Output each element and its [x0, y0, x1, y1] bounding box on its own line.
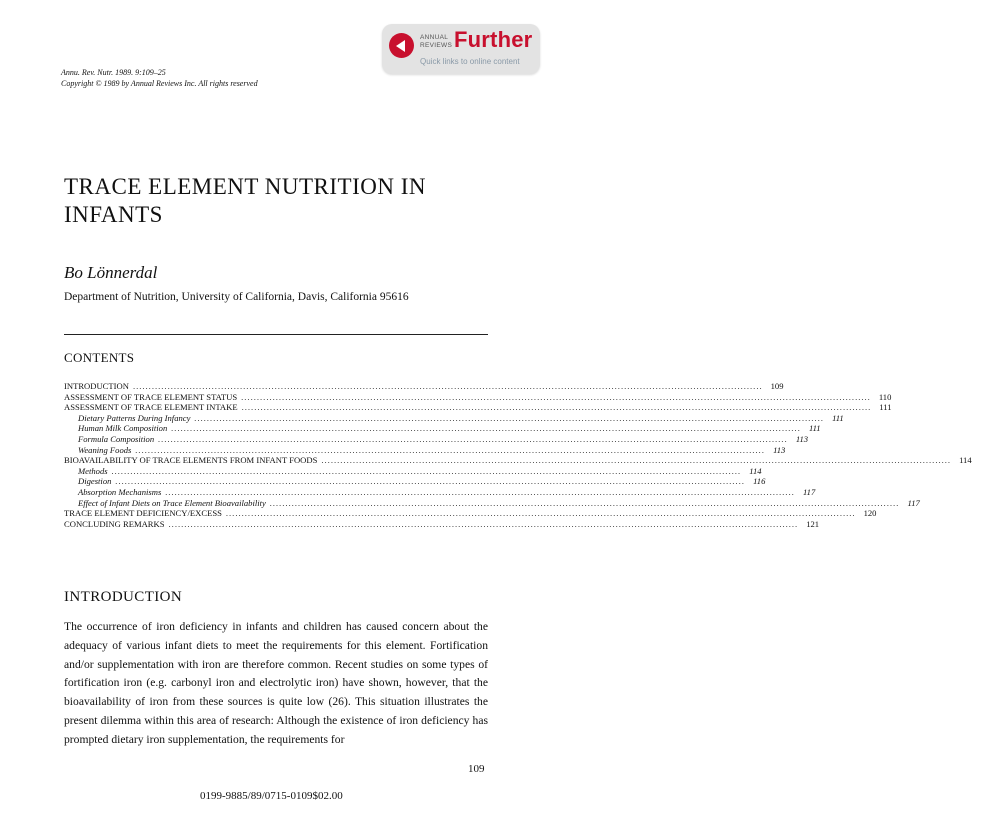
badge-reviews-label: REVIEWS	[420, 42, 453, 49]
toc-entry[interactable]	[64, 423, 821, 434]
section-heading: INTRODUCTION	[64, 589, 183, 605]
toc-entry-page: 109	[770, 381, 784, 391]
toc-entry[interactable]	[64, 497, 920, 509]
toc-leader-dots: ........................................................................................................................................................................................................	[241, 391, 871, 402]
badge-tagline: Quick links to online content	[420, 57, 520, 66]
author-affiliation: Department of Nutrition, University of California, Davis, California 95616	[64, 291, 409, 303]
toc-entry-label: Dietary Patterns During Infancy	[78, 412, 191, 423]
toc-entry[interactable]	[64, 412, 844, 424]
toc-entry-label: Methods	[78, 465, 108, 476]
toc-entry-label: Human Milk Composition	[78, 423, 168, 434]
toc-entry-label: Digestion	[78, 476, 112, 487]
table-of-contents	[64, 381, 972, 529]
badge-annual-label: ANNUAL	[420, 34, 449, 41]
toc-entry-page: 117	[803, 486, 816, 497]
toc-entry-page: 111	[832, 412, 844, 423]
toc-leader-dots: ........................................................................................................................................................................................................	[168, 518, 799, 529]
toc-entry[interactable]	[64, 476, 766, 487]
toc-entry-label: Absorption Mechanisms	[78, 486, 162, 497]
toc-entry-page: 114	[749, 465, 762, 476]
toc-entry-page: 111	[879, 402, 892, 413]
citation-line: Annu. Rev. Nutr. 1989. 9:109–25	[61, 68, 166, 77]
toc-leader-dots: ........................................................................................................................................................................................................	[132, 381, 763, 391]
toc-entry-label: Formula Composition	[78, 433, 155, 444]
toc-leader-dots: ........................................................................................................................................................................................................	[241, 402, 872, 413]
divider-rule	[64, 334, 488, 335]
arrow-left-icon	[389, 33, 414, 58]
toc-entry-page: 114	[959, 455, 972, 466]
toc-leader-dots: ........................................................................................................................................................................................................	[321, 455, 952, 466]
toc-entry[interactable]	[64, 391, 892, 403]
copyright-line: Copyright © 1989 by Annual Reviews Inc. All rights reserved	[61, 79, 258, 88]
toc-leader-dots: ........................................................................................................................................................................................................	[158, 433, 788, 444]
toc-leader-dots: ........................................................................................................................................................................................................	[165, 486, 795, 497]
toc-entry-page: 113	[795, 433, 809, 444]
contents-heading: CONTENTS	[64, 350, 135, 365]
toc-entry-page: 117	[907, 497, 920, 508]
toc-entry-label: ASSESSMENT OF TRACE ELEMENT INTAKE	[64, 402, 238, 413]
toc-entry-label: ASSESSMENT OF TRACE ELEMENT STATUS	[64, 391, 238, 402]
toc-leader-dots: ........................................................................................................................................................................................................	[135, 444, 766, 455]
toc-entry-page: 111	[808, 423, 821, 434]
toc-leader-dots: ........................................................................................................................................................................................................	[111, 465, 742, 476]
footer-code: 0199-9885/89/0715-0109$02.00	[200, 790, 343, 802]
toc-entry-label: CONCLUDING REMARKS	[64, 518, 165, 529]
journal-citation	[61, 67, 258, 89]
toc-entry-label: INTRODUCTION	[64, 381, 129, 391]
toc-entry-page: 120	[863, 508, 877, 519]
toc-entry-label: Weaning Foods	[78, 444, 132, 455]
toc-entry[interactable]	[64, 508, 877, 519]
toc-entry-page: 116	[753, 476, 766, 487]
author-name: Bo Lönnerdal	[64, 263, 158, 282]
toc-entry[interactable]	[64, 444, 786, 456]
page-number: 109	[468, 763, 485, 775]
body-paragraph: The occurrence of iron deficiency in infants and children has caused concern about the adequacy of various infant diets to meet the requirements for this element. Fortification and/or supplementation with iron are therefore common. Recent studies on some types of fortification iron (e.g. carbonyl iron and electrolytic iron) have shown, however, that the bioavailability of iron from these sources is quite low (26). This situation illustrates the present dilemma within this area of research: Although the existence of iron deficiency has prompted dietary iron supplementation, the requirements for	[64, 620, 488, 746]
toc-entry-page: 110	[878, 391, 892, 402]
toc-entry[interactable]	[64, 433, 809, 445]
toc-entry[interactable]	[64, 381, 784, 392]
toc-leader-dots: ........................................................................................................................................................................................................	[225, 508, 856, 519]
toc-entry[interactable]	[64, 455, 972, 466]
toc-entry[interactable]	[64, 402, 892, 413]
toc-entry[interactable]	[64, 465, 762, 477]
toc-leader-dots: ........................................................................................................................................................................................................	[115, 476, 746, 487]
badge-further-label: Further	[454, 27, 533, 52]
toc-entry[interactable]	[64, 486, 816, 498]
toc-leader-dots: ........................................................................................................................................................................................................	[171, 423, 801, 434]
article-title: TRACE ELEMENT NUTRITION IN INFANTS	[64, 174, 426, 227]
toc-leader-dots: ........................................................................................................................................................................................................	[194, 412, 825, 423]
toc-leader-dots: ........................................................................................................................................................................................................	[269, 497, 900, 508]
annual-reviews-further-badge[interactable]	[382, 24, 540, 74]
toc-entry-label: BIOAVAILABILITY OF TRACE ELEMENTS FROM INFANT FOODS	[64, 455, 318, 466]
toc-entry-page: 121	[806, 518, 820, 529]
toc-entry-label: TRACE ELEMENT DEFICIENCY/EXCESS	[64, 508, 222, 519]
toc-entry[interactable]	[64, 518, 820, 530]
toc-entry-label: Effect of Infant Diets on Trace Element Bioavailability	[78, 497, 266, 508]
toc-entry-page: 113	[773, 444, 786, 455]
